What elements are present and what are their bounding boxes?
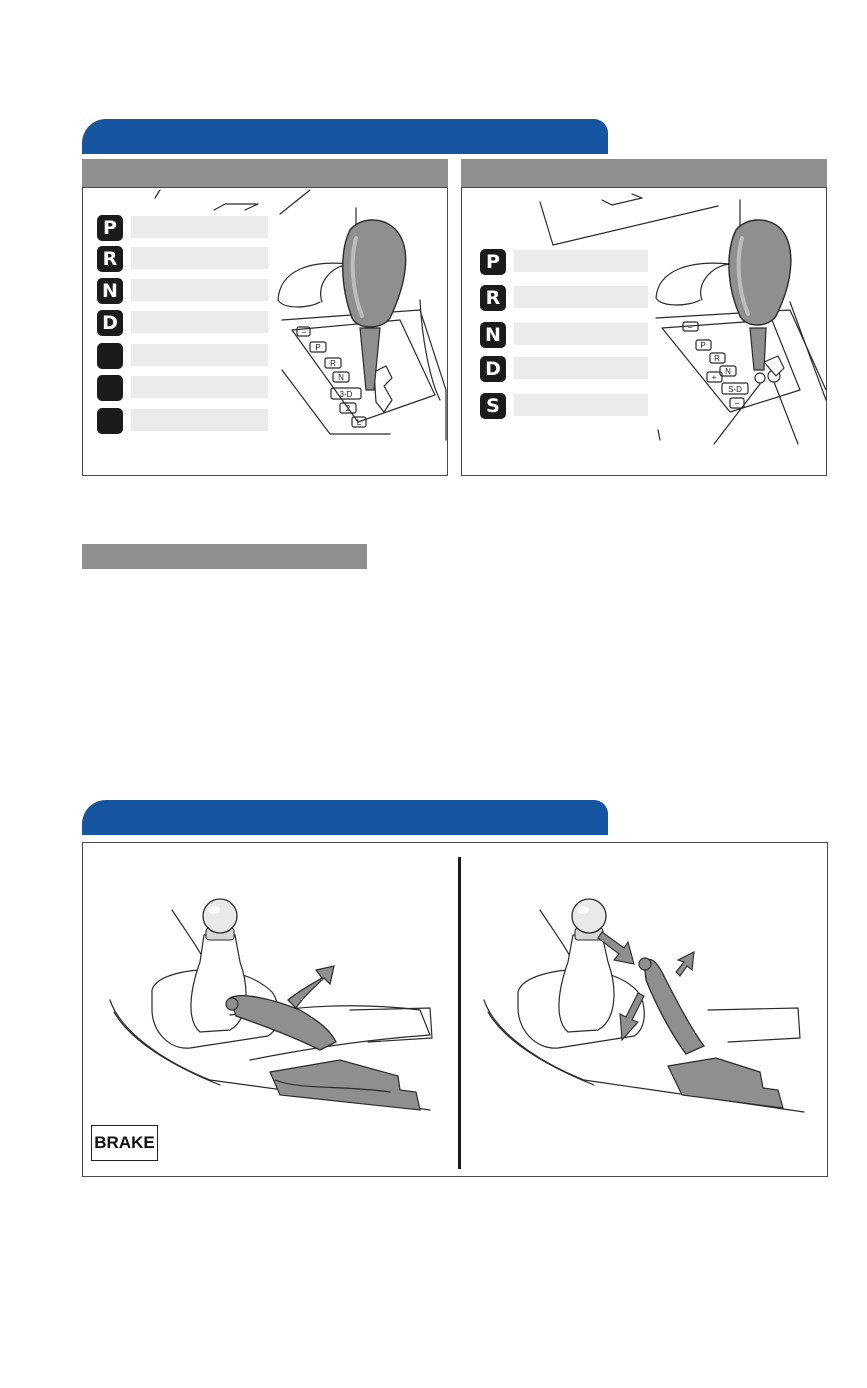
gear-position-right-badge: S bbox=[480, 393, 506, 419]
gear-position-left-row bbox=[97, 246, 268, 270]
gear-position-left-description-field bbox=[131, 279, 268, 301]
brake-indicator-badge: BRAKE bbox=[91, 1125, 158, 1161]
svg-text:R: R bbox=[330, 359, 336, 368]
svg-text:−: − bbox=[687, 323, 693, 332]
gear-position-left-description-field bbox=[131, 344, 268, 366]
automatic-transmission-header-left bbox=[82, 159, 448, 187]
lever-gate-marks-right bbox=[683, 322, 748, 408]
gear-position-left-row bbox=[97, 408, 268, 432]
svg-text:P: P bbox=[315, 343, 321, 352]
gear-position-right-row bbox=[480, 393, 648, 417]
svg-text:L: L bbox=[356, 418, 362, 427]
svg-text:−: − bbox=[301, 328, 307, 337]
svg-text:N: N bbox=[725, 367, 731, 376]
gear-position-right-row bbox=[480, 249, 648, 273]
svg-text:+: + bbox=[711, 373, 717, 382]
gear-position-right-description-field bbox=[514, 286, 648, 308]
parking-brake-release-illustration bbox=[478, 880, 818, 1140]
gear-position-right-badge: D bbox=[480, 356, 506, 382]
gear-position-left-badge: N bbox=[97, 278, 123, 304]
gear-position-left-badge: P bbox=[97, 215, 123, 241]
lever-gate-marks-left bbox=[297, 327, 366, 427]
gear-position-left-row bbox=[97, 343, 268, 367]
automatic-transmission-header-right bbox=[461, 159, 827, 187]
panel-divider bbox=[458, 857, 461, 1169]
gear-position-left-row bbox=[97, 310, 268, 334]
gear-position-left-row bbox=[97, 278, 268, 302]
shift-lever-section-tab bbox=[82, 119, 608, 154]
shift-lever-illustration-right bbox=[650, 190, 826, 452]
svg-text:N: N bbox=[338, 373, 344, 382]
gear-position-left-description-field bbox=[131, 409, 268, 431]
svg-text:3-D: 3-D bbox=[339, 390, 353, 399]
gear-position-left-badge bbox=[97, 408, 123, 434]
gear-position-left-badge: D bbox=[97, 310, 123, 336]
gear-position-right-row bbox=[480, 322, 648, 346]
gear-position-left-badge: R bbox=[97, 246, 123, 272]
gear-position-left-row bbox=[97, 375, 268, 399]
parking-brake-section-tab bbox=[82, 800, 608, 835]
gear-position-right-description-field bbox=[514, 250, 648, 272]
gear-position-left-description-field bbox=[131, 216, 268, 238]
svg-text:R: R bbox=[714, 354, 720, 363]
gear-position-left-badge bbox=[97, 343, 123, 369]
svg-text:S-D: S-D bbox=[728, 385, 742, 394]
gear-position-right-description-field bbox=[514, 357, 648, 379]
gear-position-left-description-field bbox=[131, 376, 268, 398]
svg-text:−: − bbox=[734, 399, 740, 408]
shift-lever-illustration-left bbox=[270, 190, 446, 452]
gear-position-right-description-field bbox=[514, 323, 648, 345]
svg-text:2: 2 bbox=[345, 404, 351, 413]
gear-position-right-badge: R bbox=[480, 285, 506, 311]
gear-position-right-description-field bbox=[514, 394, 648, 416]
gear-position-right-row bbox=[480, 356, 648, 380]
gear-position-right-badge: P bbox=[480, 249, 506, 275]
svg-text:P: P bbox=[700, 341, 706, 350]
parking-brake-set-illustration bbox=[100, 880, 450, 1140]
gear-position-right-row bbox=[480, 285, 648, 309]
manual-transmission-header bbox=[82, 544, 367, 569]
gear-position-left-description-field bbox=[131, 247, 268, 269]
gear-position-left-description-field bbox=[131, 311, 268, 333]
gear-position-left-badge bbox=[97, 375, 123, 401]
gear-position-right-badge: N bbox=[480, 322, 506, 348]
gear-position-left-row bbox=[97, 215, 268, 239]
